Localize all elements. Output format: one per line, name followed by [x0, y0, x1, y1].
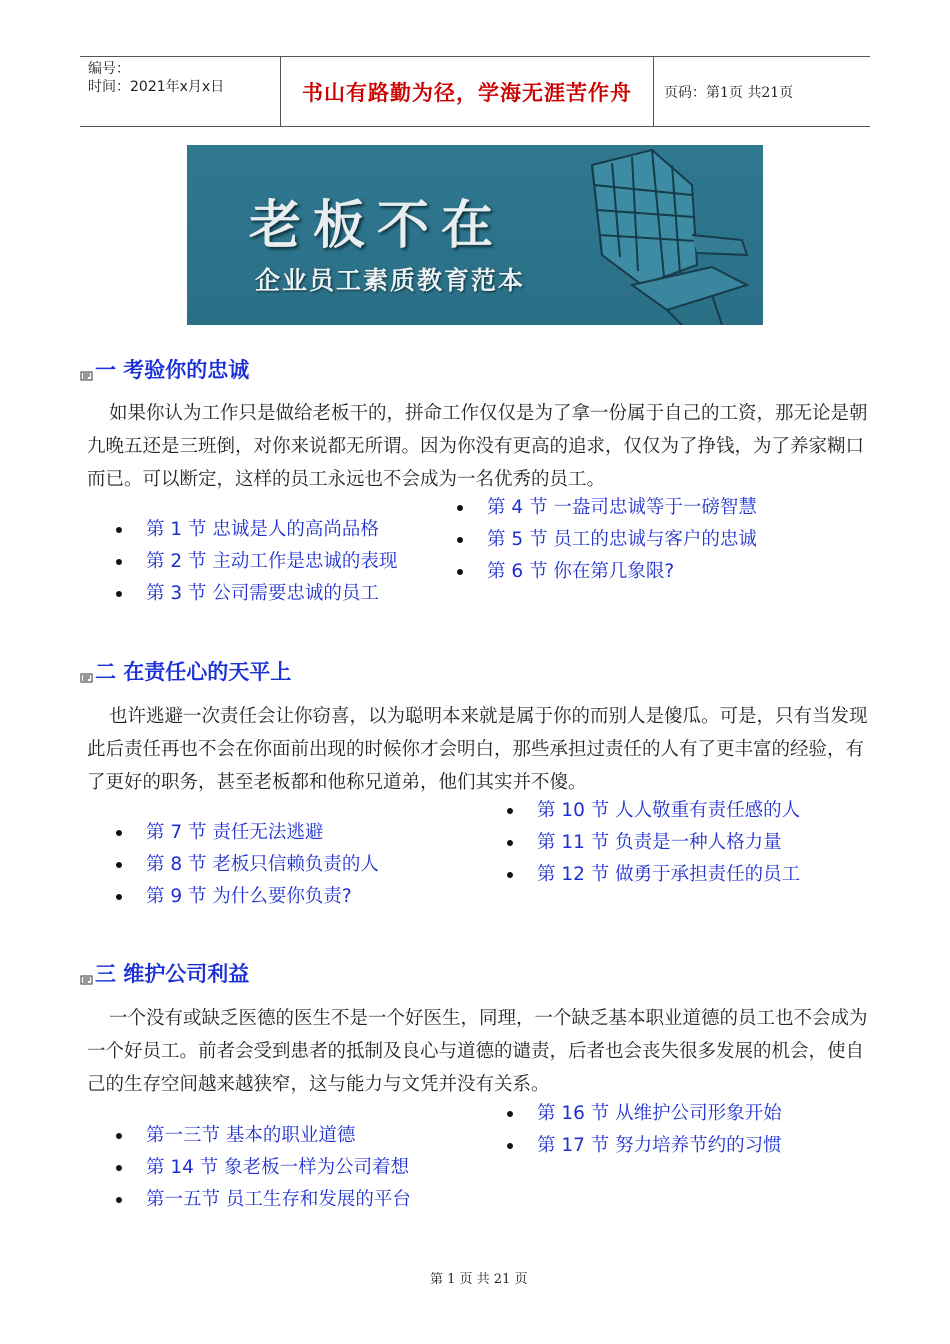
list-item[interactable]: 第 6 节 你在第几象限? [457, 556, 757, 588]
bullet-dot [116, 527, 122, 533]
section-3-title: 三 维护公司利益 [95, 962, 250, 986]
bullet-dot [457, 569, 463, 575]
list-item[interactable]: 第一五节 员工生存和发展的平台 [116, 1184, 411, 1216]
bullet-dot [457, 505, 463, 511]
bullet-dot [116, 862, 122, 868]
list-item[interactable]: 第 2 节 主动工作是忠诚的表现 [116, 546, 397, 578]
section-1-heading[interactable] [80, 354, 249, 384]
list-item[interactable]: 第 7 节 责任无法逃避 [116, 817, 379, 849]
list-item[interactable]: 第 16 节 从维护公司形象开始 [507, 1098, 782, 1130]
time-label: 时间：2021年x月x日 [88, 79, 225, 95]
list-item[interactable]: 第 5 节 员工的忠诚与客户的忠诚 [457, 524, 757, 556]
bullet-dot [507, 808, 513, 814]
header-meta-cell [80, 57, 281, 126]
book-icon [80, 665, 94, 677]
list-item[interactable]: 第一三节 基本的职业道德 [116, 1120, 411, 1152]
bullet-dot [116, 894, 122, 900]
header-page-cell [654, 57, 870, 126]
section-2-right-list [507, 795, 800, 891]
list-item[interactable]: 第 14 节 象老板一样为公司着想 [116, 1152, 411, 1184]
book-icon [80, 363, 94, 375]
list-item[interactable]: 第 4 节 一盎司忠诚等于一磅智慧 [457, 492, 757, 524]
bullet-dot [116, 1165, 122, 1171]
section-2-heading[interactable] [80, 656, 291, 686]
section-1-title: 一 考验你的忠诚 [95, 358, 250, 382]
header-page-info: 页码：第1页 共21页 [664, 84, 794, 101]
bullet-dot [116, 591, 122, 597]
section-1-left-list [116, 514, 397, 610]
office-chair-illustration [572, 145, 763, 325]
header-motto-cell [281, 57, 654, 126]
bullet-dot [116, 1133, 122, 1139]
list-item[interactable]: 第 17 节 努力培养节约的习惯 [507, 1130, 782, 1162]
section-3-right-list [507, 1098, 782, 1162]
list-item[interactable]: 第 10 节 人人敬重有责任感的人 [507, 795, 800, 827]
section-3-paragraph: 一个没有或缺乏医德的医生不是一个好医生，同理，一个缺乏基本职业道德的员工也不会成为一个好员工。前者会受到患者的抵制及良心与道德的谴责，后者也会丧失很多发展的机会，使自己的生存空间越来越狭窄，这与能力与文凭并没有关系。 [87, 1008, 868, 1095]
section-3-left-list [116, 1120, 411, 1216]
bullet-dot [116, 559, 122, 565]
header-motto: 书山有路勤为径，学海无涯苦作舟 [302, 79, 632, 105]
section-1-paragraph: 如果你认为工作只是做给老板干的，拼命工作仅仅是为了拿一份属于自己的工资，那无论是朝九晚五还是三班倒，对你来说都无所谓。因为你没有更高的追求，仅仅为了挣钱，为了养家糊口而已。可以断定，这样的员工永远也不会成为一名优秀的员工。 [87, 403, 868, 490]
list-item[interactable]: 第 8 节 老板只信赖负责的人 [116, 849, 379, 881]
bullet-dot [116, 830, 122, 836]
section-1-right-list [457, 492, 757, 588]
list-item[interactable]: 第 9 节 为什么要你负责? [116, 881, 379, 913]
bullet-dot [116, 1197, 122, 1203]
list-item[interactable]: 第 11 节 负责是一种人格力量 [507, 827, 800, 859]
page-footer: 第 1 页 共 21 页 [430, 1272, 528, 1287]
list-item[interactable]: 第 1 节 忠诚是人的高尚品格 [116, 514, 397, 546]
banner-title: 老板不在 [249, 195, 506, 256]
list-item[interactable]: 第 3 节 公司需要忠诚的员工 [116, 578, 397, 610]
section-2-paragraph: 也许逃避一次责任会让你窃喜，以为聪明本来就是属于你的而别人是傻瓜。可是，只有当发现此后责任再也不会在你面前出现的时候你才会明白，那些承担过责任的人有了更丰富的经验，有了更好的职务，甚至老板都和他称兄道弟，他们其实并不傻。 [87, 706, 868, 793]
number-label: 编号： [88, 61, 130, 77]
bullet-dot [507, 872, 513, 878]
section-2-left-list [116, 817, 379, 913]
banner-image [187, 145, 763, 325]
document-header [80, 56, 870, 127]
banner-subtitle: 企业员工素质教育范本 [255, 266, 526, 295]
section-2-title: 二 在责任心的天平上 [95, 660, 292, 684]
list-item[interactable]: 第 12 节 做勇于承担责任的员工 [507, 859, 800, 891]
section-3-heading[interactable] [80, 958, 249, 988]
bullet-dot [457, 537, 463, 543]
bullet-dot [507, 1111, 513, 1117]
book-icon [80, 967, 94, 979]
bullet-dot [507, 1143, 513, 1149]
bullet-dot [507, 840, 513, 846]
